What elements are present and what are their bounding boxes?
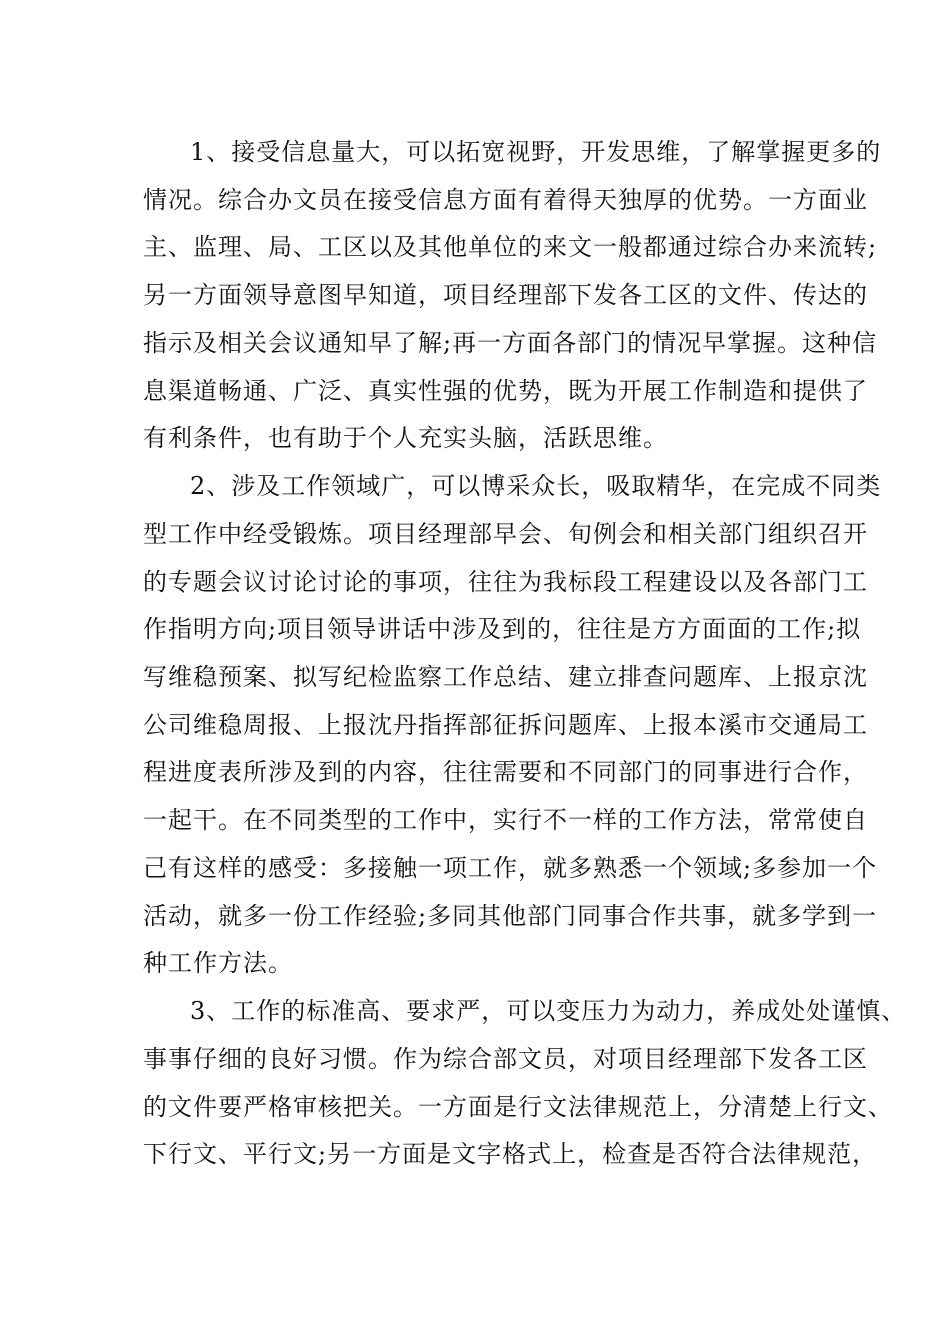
paragraph-2-line-1: 2、涉及工作领域广，可以博采众长，吸取精华，在完成不同类 [190, 472, 882, 500]
paragraph-2-line-4: 作指明方向;项目领导讲话中涉及到的，往往是方方面面的工作;拟 [143, 615, 862, 643]
paragraph-2-line-3: 的专题会议讨论讨论的事项，往往为我标段工程建设以及各部门工 [143, 568, 868, 596]
paragraph-2-line-11: 种工作方法。 [143, 949, 293, 977]
paragraph-1-line-6: 息渠道畅通、广泛、真实性强的优势，既为开展工作制造和提供了 [143, 377, 868, 405]
paragraph-3-line-2: 事事仔细的良好习惯。作为综合部文员，对项目经理部下发各工区 [143, 1045, 868, 1073]
paragraph-2-line-6: 公司维稳周报、上报沈丹指挥部征拆问题库、上报本溪市交通局工 [143, 711, 868, 739]
paragraph-3-line-1: 3、工作的标准高、要求严，可以变压力为动力，养成处处谨慎、 [190, 997, 907, 1025]
paragraph-1-line-2: 情况。综合办文员在接受信息方面有着得天独厚的优势。一方面业 [143, 186, 868, 214]
paragraph-3-line-3: 的文件要严格审核把关。一方面是行文法律规范上，分清楚上行文、 [143, 1093, 893, 1121]
paragraph-1-line-5: 指示及相关会议通知早了解;再一方面各部门的情况早掌握。这种信 [143, 329, 878, 357]
paragraph-2-line-7: 程进度表所涉及到的内容，往往需要和不同部门的同事进行合作， [143, 758, 868, 786]
paragraph-1-line-3: 主、监理、局、工区以及其他单位的来文一般都通过综合办来流转; [143, 233, 878, 261]
paragraph-2-line-5: 写维稳预案、拟写纪检监察工作总结、建立排查问题库、上报京沈 [143, 663, 868, 691]
paragraph-2-line-2: 型工作中经受锻炼。项目经理部早会、旬例会和相关部门组织召开 [143, 520, 868, 548]
paragraph-1-line-7: 有利条件，也有助于个人充实头脑，活跃思维。 [143, 424, 668, 452]
paragraph-2-line-9: 己有这样的感受：多接触一项工作，就多熟悉一个领域;多参加一个 [143, 854, 878, 882]
paragraph-2-line-10: 活动，就多一份工作经验;多同其他部门同事合作共事，就多学到一 [143, 902, 878, 930]
paragraph-1-line-4: 另一方面领导意图早知道，项目经理部下发各工区的文件、传达的 [143, 281, 868, 309]
paragraph-2-line-8: 一起干。在不同类型的工作中，实行不一样的工作方法，常常使自 [143, 806, 868, 834]
paragraph-1-line-1: 1、接受信息量大，可以拓宽视野，开发思维，了解掌握更多的 [190, 138, 882, 166]
paragraph-3-line-4: 下行文、平行文;另一方面是文字格式上，检查是否符合法律规范， [143, 1140, 878, 1168]
